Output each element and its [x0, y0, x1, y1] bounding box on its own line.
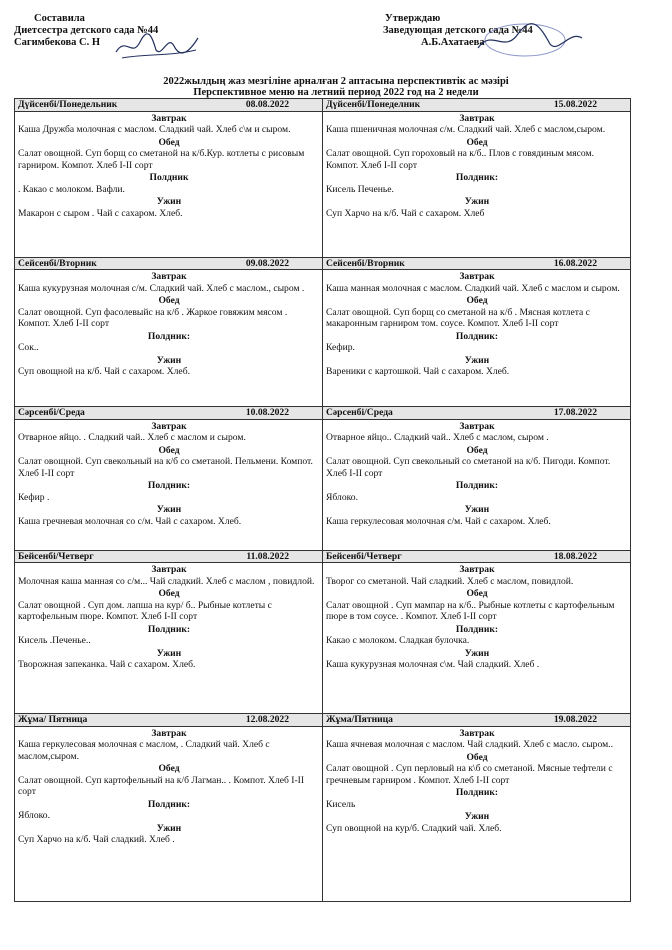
meal-items: Каша геркулесовая молочная с/м. Чай с сахаром. Хлеб.	[326, 515, 551, 527]
day-date: 12.08.2022	[245, 714, 289, 725]
day-menu-row	[15, 563, 631, 714]
day-menu-row	[15, 726, 631, 901]
day-header-cell	[15, 257, 323, 270]
day-name: Бейсенбі/Четверг	[18, 550, 94, 562]
day-header-cell	[15, 99, 323, 112]
meal-title: Полдник:	[147, 798, 191, 810]
signature-right	[470, 18, 585, 63]
meal-title: Ужин	[464, 647, 490, 659]
meal-title: Полдник:	[455, 480, 499, 491]
day-header-row	[15, 550, 631, 563]
meal-items: Суп овощной на кур/б. Сладкий чай. Хлеб.	[326, 822, 502, 834]
meal-items: Каша кукурузная молочная с\м. Чай сладкий. Хлеб .	[326, 659, 540, 670]
meal-items: Яблоко.	[18, 810, 50, 821]
meal-title: Завтрак	[459, 271, 495, 282]
meal-title: Обед	[466, 751, 488, 763]
approver-position: Заведующая детского сада №44	[383, 25, 533, 36]
meal-items: Салат овощной. Суп фасолевыйс на к/б . Жаркое говяжим мясом . Компот. Хлеб I-II сорт	[18, 306, 288, 329]
meal-title: Ужин	[156, 196, 182, 207]
meal-title: Завтрак	[151, 564, 187, 575]
title-russian: Перспективное меню на летний период 2022 год на 2 недели	[193, 87, 479, 98]
day-name: Жұма/ Пятница	[18, 714, 88, 725]
meal-items: Творог со сметаной. Чай сладкий. Хлеб с маслом, повидлой.	[326, 575, 574, 587]
meal-title: Полдник:	[147, 330, 191, 342]
meal-items: Кисель .Печенье..	[18, 635, 91, 646]
meal-items: Салат овощной. Суп борщ со сметаной на к/б.Кур. котлеты с рисовым гарниром. Компот. Хлеб I-II сорт	[18, 148, 305, 171]
meal-items: Салат овощной. Суп гороховый на к/б.. Плов с говядиным мясом. Компот. Хлеб I-II сорт	[326, 148, 595, 171]
day-date: 08.08.2022	[245, 99, 289, 110]
meal-title: Обед	[466, 444, 488, 456]
meal-title: Ужин	[156, 354, 182, 366]
compiled-label: Составила	[34, 13, 85, 24]
meal-title: Ужин	[464, 196, 490, 207]
day-name: Сәрсенбі/Среда	[18, 407, 85, 418]
meal-title: Полдник:	[455, 172, 499, 183]
menu-title	[0, 76, 672, 98]
meal-title: Ужин	[156, 647, 182, 659]
day-header-row	[15, 714, 631, 727]
day-date: 19.08.2022	[553, 714, 597, 725]
day-menu-row	[15, 270, 631, 407]
day-menu-cell	[323, 726, 631, 901]
day-date: 16.08.2022	[553, 257, 597, 269]
meal-items: Суп Харчо на к/б. Чай сладкий. Хлеб .	[18, 834, 175, 845]
day-date: 15.08.2022	[553, 99, 597, 110]
compiler-name: Сагимбекова С. Н	[14, 37, 101, 48]
meal-items: . Какао с молоком. Вафли.	[18, 183, 125, 195]
meal-title: Полдник:	[455, 623, 499, 635]
meal-title: Завтрак	[151, 727, 187, 739]
meal-title: Ужин	[156, 822, 182, 834]
day-header-row	[15, 407, 631, 420]
day-name: Бейсенбі/Четверг	[326, 550, 402, 562]
day-header-cell	[15, 714, 323, 727]
meal-items: Салат овощной. Суп свекольный со сметаной на к/б. Пигоди. Компот. Хлеб I-II сорт	[326, 456, 611, 479]
day-header-cell	[323, 257, 631, 270]
day-menu-cell	[15, 419, 323, 550]
day-menu-cell	[323, 419, 631, 550]
meal-title: Полдник:	[147, 480, 191, 491]
day-header-cell	[323, 550, 631, 563]
meal-items: Салат овощной. Суп борщ со сметаной на к/б . Мясная котлета с макаронным гарниром том. соусе. Компот. Хлеб I-II сорт	[326, 306, 590, 329]
meal-title: Обед	[158, 295, 180, 306]
day-menu-cell	[15, 111, 323, 257]
menu-table	[14, 98, 631, 902]
meal-items: Каша гречневая молочная со с/м. Чай с сахаром. Хлеб.	[18, 515, 242, 527]
day-menu-cell	[323, 270, 631, 407]
meal-items: Яблоко.	[326, 491, 358, 503]
day-menu-cell	[323, 111, 631, 257]
meal-items: Салат овощной. Суп картофельный на к/б Лагман.. . Компот. Хлеб I-II сорт	[18, 774, 305, 797]
day-name: Дүйсенбі/Понеделник	[326, 99, 421, 110]
meal-title: Ужин	[156, 504, 182, 515]
day-header-row	[15, 99, 631, 112]
meal-title: Завтрак	[151, 112, 187, 124]
meal-title: Полдник:	[455, 330, 499, 342]
day-menu-cell	[15, 270, 323, 407]
day-header-cell	[15, 550, 323, 563]
day-header-cell	[323, 99, 631, 112]
meal-items: Каша геркулесовая молочная с маслом, . Сладкий чай. Хлеб с маслом,сыром.	[18, 739, 270, 762]
meal-items: Салат овощной . Суп мампар на к/б.. Рыбные котлеты с картофельным пюре в том соусе. . Компот. Хлеб I-II сорт	[326, 599, 615, 622]
meal-title: Завтрак	[459, 727, 495, 739]
title-kazakh: 2022жылдың жаз мезгіліне арналған 2 аптасына перспективтік ас мәзірі	[163, 76, 509, 87]
day-menu-cell	[15, 726, 323, 901]
approver-name: А.Б.Ахатаева	[421, 37, 485, 48]
meal-items: Каша кукурузная молочная с/м. Сладкий чай. Хлеб с маслом., сыром .	[18, 282, 305, 294]
meal-items: Макарон с сыром . Чай с сахаром. Хлеб.	[18, 207, 183, 219]
meal-items: Кисель Печенье.	[326, 183, 394, 195]
meal-items: Салат овощной . Суп перловый на к\б со сметаной. Мясные тефтели с гречневым гарниром . Компот. Хлеб I-II сорт	[326, 763, 613, 786]
meal-items: Каша пшеничная молочная с/м. Сладкий чай. Хлеб с маслом,сыром.	[326, 124, 606, 135]
day-header-cell	[15, 407, 323, 420]
meal-items: Отварное яйцо.. Сладкий чай.. Хлеб с маслом, сыром .	[326, 432, 549, 443]
day-menu-cell	[15, 563, 323, 714]
meal-items: Салат овощной . Суп дом. лапша на кур/ б.. Рыбные котлеты с картофельным пюре. Компот. Хлеб I-II сорт	[18, 599, 272, 622]
meal-title: Завтрак	[459, 564, 495, 575]
day-header-cell	[323, 714, 631, 727]
meal-title: Ужин	[464, 504, 490, 515]
day-menu-cell	[323, 563, 631, 714]
day-menu-row	[15, 419, 631, 550]
meal-title: Завтрак	[151, 420, 187, 432]
meal-title: Завтрак	[151, 271, 187, 282]
meal-items: Каша ячневая молочная с маслом. Чай сладкий. Хлеб с масло. сыром..	[326, 739, 613, 750]
meal-items: Вареники с картошкой. Чай с сахаром. Хлеб.	[326, 366, 510, 377]
meal-title: Обед	[158, 763, 180, 774]
day-name: Дүйсенбі/Понедельник	[18, 99, 118, 110]
day-date: 11.08.2022	[246, 550, 289, 562]
day-name: Жұма/Пятница	[326, 714, 393, 725]
signature-left	[112, 28, 202, 66]
meal-items: Какао с молоком. Сладкая булочка.	[326, 635, 470, 646]
meal-title: Завтрак	[459, 420, 495, 432]
meal-title: Обед	[466, 588, 488, 599]
day-date: 17.08.2022	[553, 407, 597, 418]
meal-items: Суп овощной на к/б. Чай с сахаром. Хлеб.	[18, 366, 190, 377]
meal-items: Молочная каша манная со с/м... Чай сладкий. Хлеб с маслом , повидлой.	[18, 575, 315, 587]
day-name: Сәрсенбі/Среда	[326, 407, 393, 418]
meal-items: Кефир.	[326, 342, 355, 353]
meal-items: Сок..	[18, 342, 39, 353]
day-header-cell	[323, 407, 631, 420]
meal-items: Салат овощной. Суп свекольный на к/б со сметаной. Пельмени. Компот. Хлеб I-II сорт	[18, 456, 313, 479]
day-name: Сейсенбі/Вторник	[18, 257, 97, 269]
day-name: Сейсенбі/Вторник	[326, 257, 405, 269]
meal-title: Обед	[158, 588, 180, 599]
meal-title: Завтрак	[459, 112, 495, 124]
meal-title: Полдник	[149, 172, 189, 183]
meal-title: Полдник:	[147, 623, 191, 635]
meal-items: Кефир .	[18, 491, 50, 503]
meal-title: Обед	[466, 136, 488, 148]
day-date: 09.08.2022	[245, 257, 289, 269]
meal-items: Каша манная молочная с маслом. Сладкий чай. Хлеб с маслом и сыром.	[326, 282, 620, 294]
approve-label: Утверждаю	[385, 13, 441, 24]
day-date: 10.08.2022	[245, 407, 289, 418]
meal-title: Обед	[158, 444, 180, 456]
day-menu-row	[15, 111, 631, 257]
meal-items: Кисель	[326, 798, 356, 810]
meal-title: Ужин	[464, 811, 490, 822]
meal-items: Творожная запеканка. Чай с сахаром. Хлеб.	[18, 659, 196, 670]
meal-title: Ужин	[464, 354, 490, 366]
day-date: 18.08.2022	[553, 550, 597, 562]
meal-title: Полдник:	[455, 787, 499, 798]
meal-items: Отварное яйцо. . Сладкий чай.. Хлеб с маслом и сыром.	[18, 432, 246, 443]
meal-title: Обед	[466, 295, 488, 306]
meal-items: Суп Харчо на к/б. Чай с сахаром. Хлеб	[326, 207, 485, 219]
meal-title: Обед	[158, 136, 180, 148]
compiler-position: Диетсестра детского сада №44	[14, 25, 159, 36]
meal-items: Каша Дружба молочная с маслом. Сладкий чай. Хлеб с\м и сыром.	[18, 124, 291, 135]
day-header-row	[15, 257, 631, 270]
